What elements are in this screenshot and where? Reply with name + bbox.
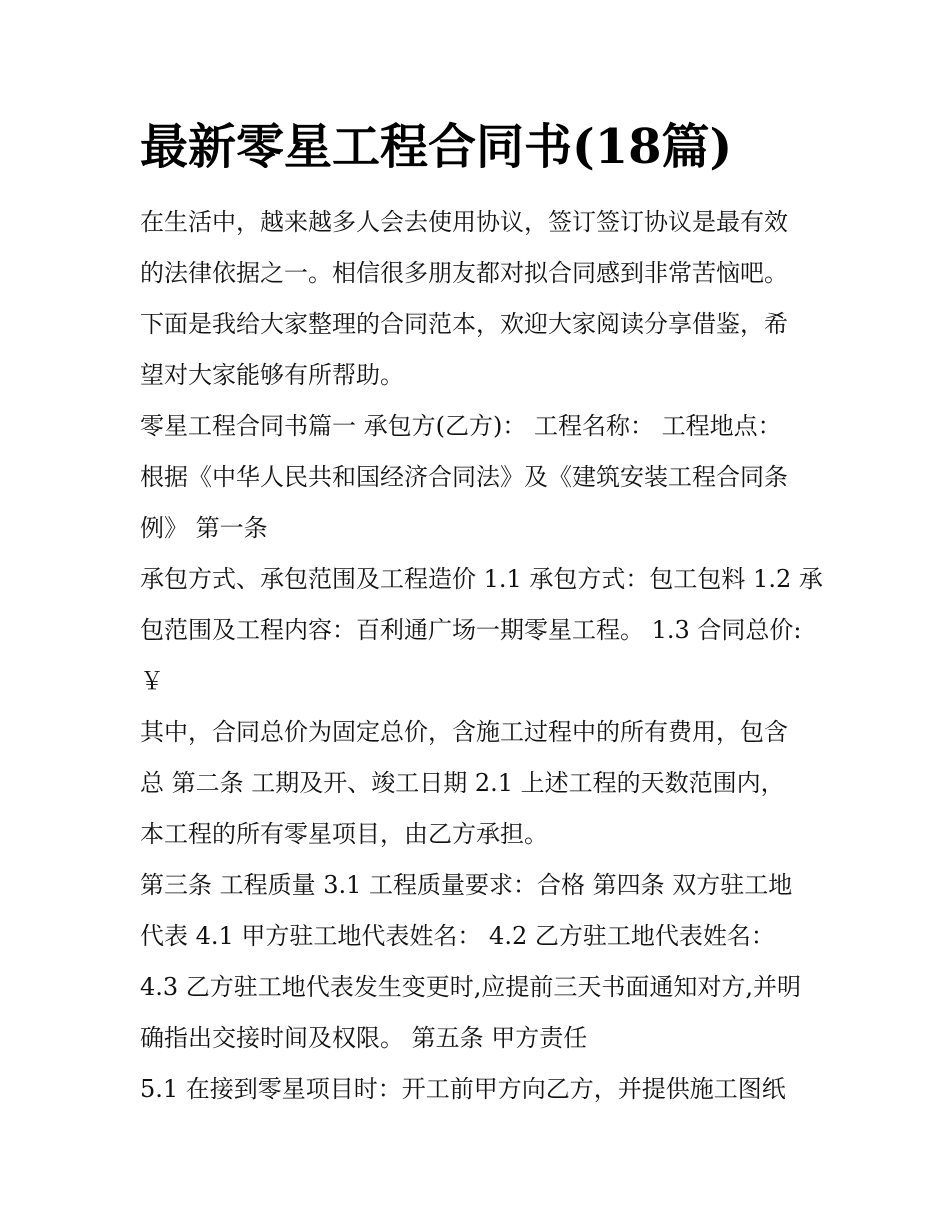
body-line: 确指出交接时间及权限。 第五条 甲方责任 [140,1024,588,1052]
body-line: 零星工程合同书篇一 承包方(乙方)： 工程名称： 工程地点： [140,412,782,440]
body-line: 代表 4.1 甲方驻工地代表姓名： 4.2 乙方驻工地代表姓名： [140,922,775,950]
body-line: ￥ [140,667,164,695]
body-line: 4.3 乙方驻工地代表发生变更时,应提前三天书面通知对方,并明 [140,973,802,1001]
body-line: 总 第二条 工期及开、竣工日期 2.1 上述工程的天数范围内， [140,769,785,797]
document-title: 最新零星工程合同书(18篇) [140,119,733,175]
body-line: 其中，合同总价为固定总价，含施工过程中的所有费用，包含 [140,718,788,746]
body-line: 5.1 在接到零星项目时：开工前甲方向乙方，并提供施工图纸 [140,1075,786,1103]
body-line: 望对大家能够有所帮助。 [140,361,404,389]
body-line: 承包方式、承包范围及工程造价 1.1 承包方式：包工包料 1.2 承 [140,565,823,593]
body-line: 例》 第一条 [140,514,268,542]
body-line: 本工程的所有零星项目，由乙方承担。 [140,820,548,848]
document-body [140,197,823,1115]
body-line: 下面是我给大家整理的合同范本，欢迎大家阅读分享借鉴，希 [140,310,788,338]
body-line: 的法律依据之一。相信很多朋友都对拟合同感到非常苦恼吧。 [140,259,788,287]
body-line: 在生活中，越来越多人会去使用协议，签订签订协议是最有效 [140,208,788,236]
body-line: 第三条 工程质量 3.1 工程质量要求：合格 第四条 双方驻工地 [140,871,793,899]
body-line: 包范围及工程内容：百利通广场一期零星工程。 1.3 合同总价: [140,616,802,644]
body-line: 根据《中华人民共和国经济合同法》及《建筑安装工程合同条 [140,463,788,491]
